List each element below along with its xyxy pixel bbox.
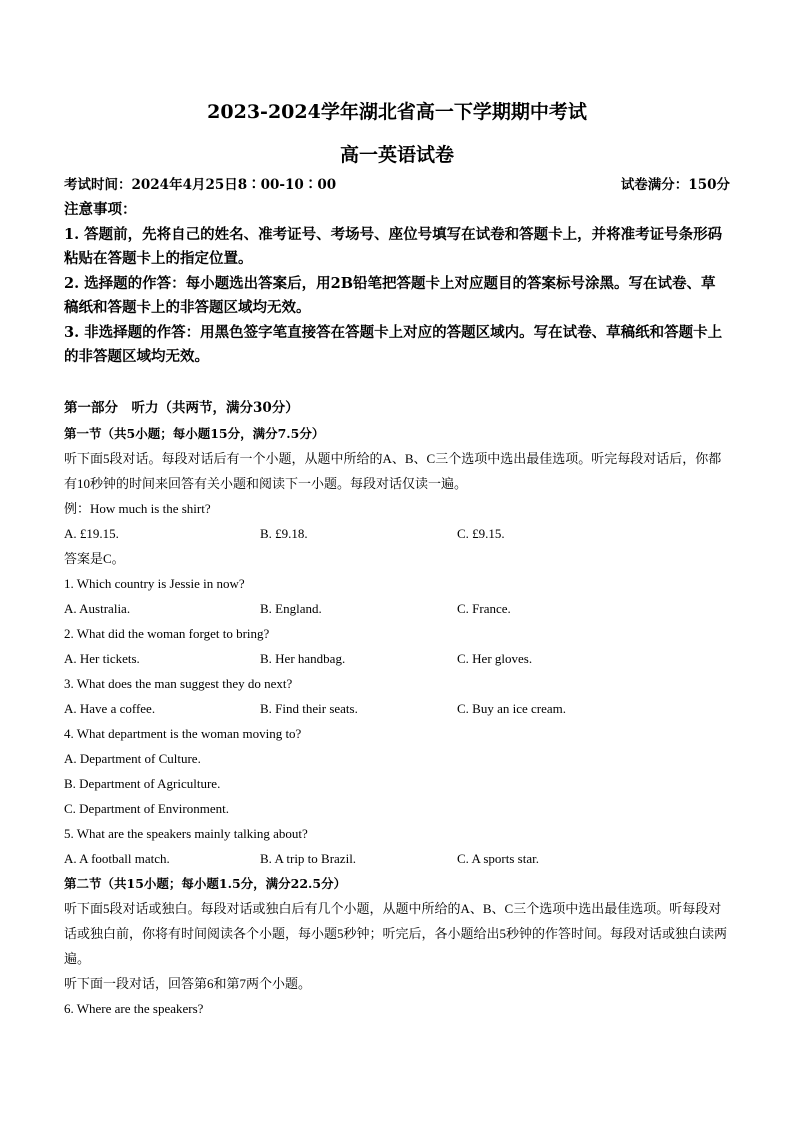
section2-instructions: 听下面5段对话或独白。每段对话或独白后有几个小题，从题中所给的A、B、C三个选项中选出最佳选项。听每段对话或独白前，你将有时间阅读各个小题，每小题5秒钟；听完后，各小题给出5秒钟的作答时间。每段对话或独白读两遍。 bbox=[64, 901, 728, 966]
section2-intro: 听下面一段对话，回答第6和第7两个小题。 bbox=[64, 976, 312, 991]
option-b[interactable]: B. A trip to Brazil. bbox=[260, 851, 357, 866]
notes-heading: 注意事项： bbox=[64, 201, 137, 218]
option-a[interactable]: A. A football match. bbox=[64, 851, 170, 866]
question-2: 2. What did the woman forget to bring? bbox=[64, 626, 270, 641]
question-1-options bbox=[64, 596, 730, 621]
example-answer: 答案是C。 bbox=[64, 551, 125, 566]
option-c[interactable]: C. Buy an ice cream. bbox=[457, 701, 567, 716]
option-a[interactable]: A. Her tickets. bbox=[64, 651, 140, 666]
option-b[interactable]: B. £9.18. bbox=[260, 526, 308, 541]
example-options bbox=[64, 521, 730, 546]
section2-heading: 第二节（共15小题；每小题1.5分，满分22.5分） bbox=[64, 876, 347, 891]
question-4: 4. What department is the woman moving to? bbox=[64, 726, 302, 741]
question-6: 6. Where are the speakers? bbox=[64, 1001, 204, 1016]
option-a[interactable]: A. Australia. bbox=[64, 601, 131, 616]
exam-time: 考试时间：2024年4月25日8∶00-10∶00 bbox=[64, 177, 337, 193]
exam-subtitle: 高一英语试卷 bbox=[339, 144, 454, 166]
option-c[interactable]: C. Department of Environment. bbox=[64, 801, 229, 816]
note-item: 2. 选择题的作答：每小题选出答案后，用2B铅笔把答题卡上对应题目的答案标号涂黑。写在试卷、草稿纸和答题卡上的非答题区域均无效。 bbox=[64, 274, 716, 316]
option-a[interactable]: A. £19.15. bbox=[64, 526, 119, 541]
question-3-options bbox=[64, 696, 730, 721]
option-c[interactable]: C. Her gloves. bbox=[457, 651, 533, 666]
option-c[interactable]: C. £9.15. bbox=[457, 526, 505, 541]
section1-heading: 第一节（共5小题；每小题15分，满分7.5分） bbox=[64, 426, 325, 441]
listening-part bbox=[64, 396, 730, 1021]
exam-title: 2023-2024学年湖北省高一下学期期中考试 bbox=[207, 101, 587, 123]
option-b[interactable]: B. England. bbox=[260, 601, 322, 616]
option-c[interactable]: C. A sports star. bbox=[457, 851, 539, 866]
option-b[interactable]: B. Department of Agriculture. bbox=[64, 776, 221, 791]
exam-meta bbox=[64, 173, 730, 193]
option-c[interactable]: C. France. bbox=[457, 601, 511, 616]
note-item: 1. 答题前，先将自己的姓名、准考证号、考场号、座位号填写在试卷和答题卡上，并将准考证号条形码粘贴在答题卡上的指定位置。 bbox=[64, 225, 723, 267]
option-a[interactable]: A. Have a coffee. bbox=[64, 701, 156, 716]
section1-instructions: 听下面5段对话。每段对话后有一个小题，从题中所给的A、B、C三个选项中选出最佳选项。听完每段对话后，你都有10秒钟的时间来回答有关小题和阅读下一小题。每段对话仅读一遍。 bbox=[64, 451, 722, 491]
note-item: 3. 非选择题的作答：用黑色签字笔直接答在答题卡上对应的答题区域内。写在试卷、草稿纸和答题卡上的非答题区域均无效。 bbox=[64, 323, 723, 365]
option-a[interactable]: A. Department of Culture. bbox=[64, 751, 201, 766]
option-b[interactable]: B. Find their seats. bbox=[260, 701, 358, 716]
part1-heading: 第一部分 听力（共两节，满分30分） bbox=[64, 400, 299, 416]
notes-section bbox=[64, 198, 730, 370]
question-2-options bbox=[64, 646, 730, 671]
question-5: 5. What are the speakers mainly talking about? bbox=[64, 826, 308, 841]
question-3: 3. What does the man suggest they do next? bbox=[64, 676, 293, 691]
question-5-options bbox=[64, 846, 730, 871]
question-1: 1. Which country is Jessie in now? bbox=[64, 576, 245, 591]
full-score: 试卷满分：150分 bbox=[620, 177, 730, 193]
option-b[interactable]: B. Her handbag. bbox=[260, 651, 346, 666]
example-question: 例：How much is the shirt? bbox=[64, 501, 211, 516]
